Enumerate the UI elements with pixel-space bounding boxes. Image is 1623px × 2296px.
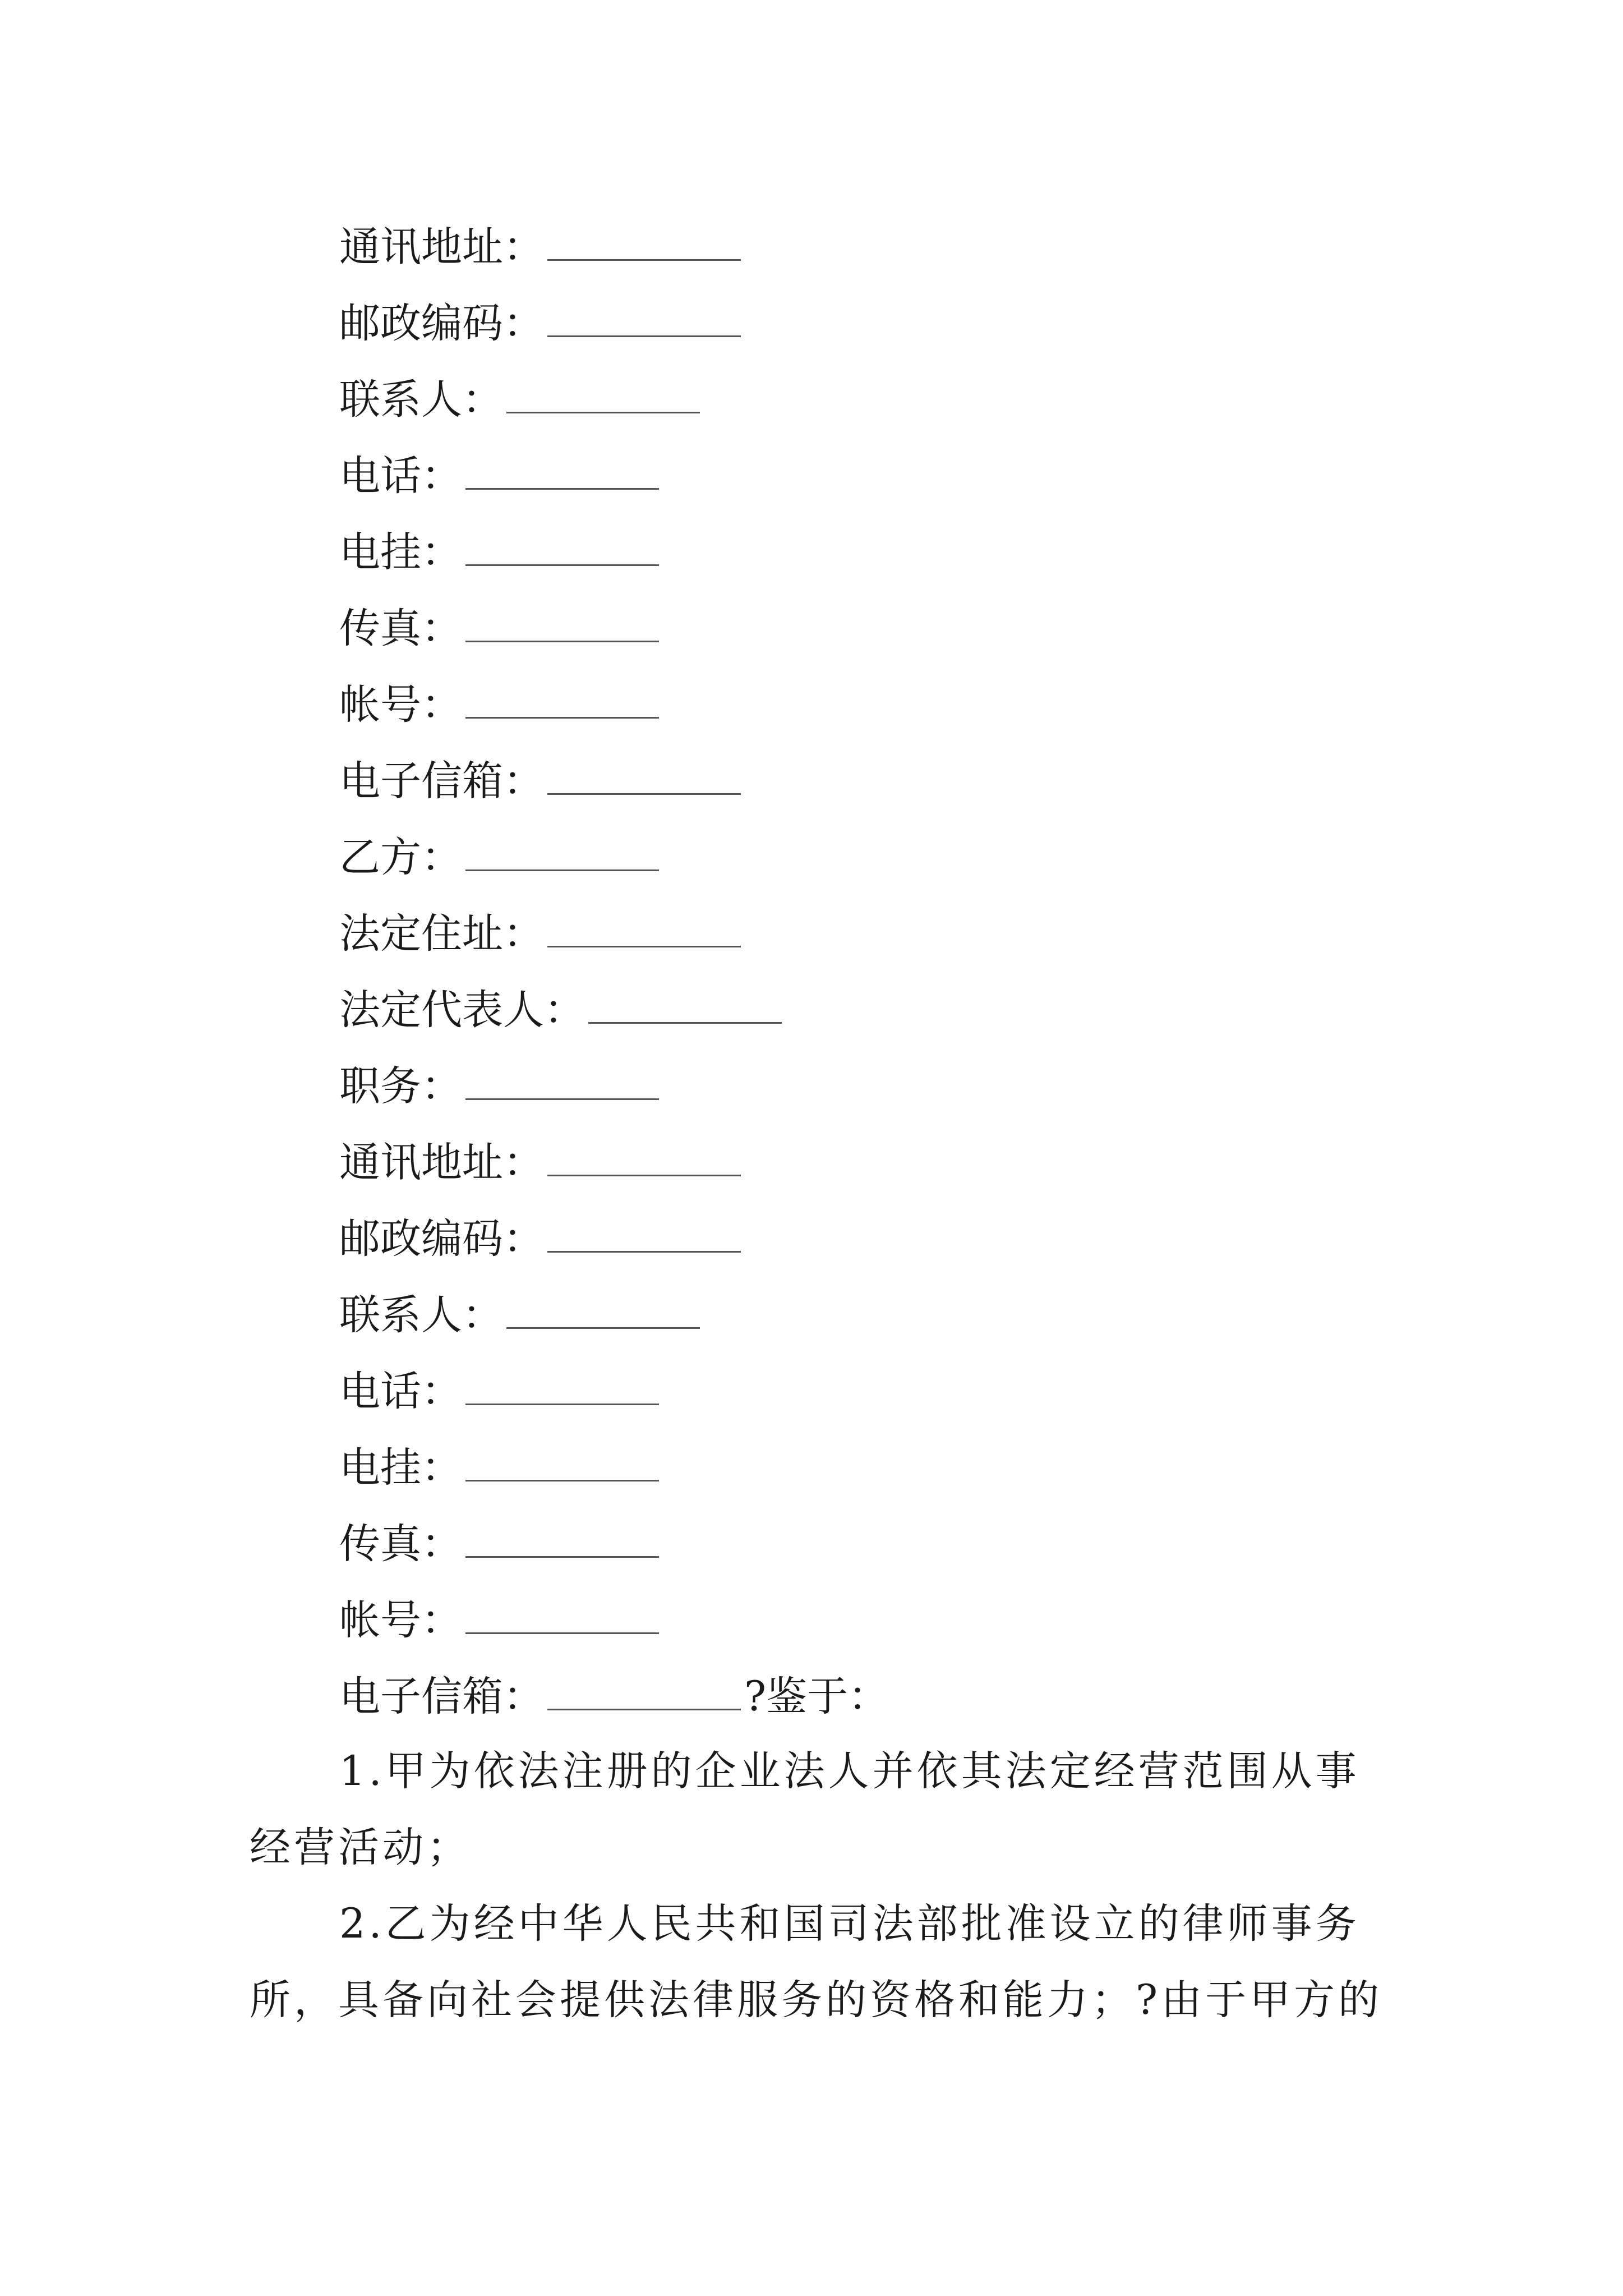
field-party-b: [339, 828, 659, 884]
field-label: 邮政编码：: [339, 300, 544, 347]
blank-line: [588, 981, 782, 1024]
field-label: 法定代表人：: [339, 986, 585, 1034]
field-mailing-address-1: [339, 218, 741, 274]
field-cable-2: [339, 1438, 659, 1494]
paragraph-1-line-2: 经营活动；: [250, 1824, 471, 1871]
field-label: 乙方：: [339, 834, 462, 881]
blank-line: [465, 523, 659, 566]
field-fax-2: [339, 1515, 659, 1571]
field-mailing-address-2: [339, 1133, 741, 1189]
blank-line: [547, 218, 741, 261]
field-position: [339, 1057, 659, 1113]
field-account-2: [339, 1591, 659, 1647]
field-label: 电话：: [339, 452, 462, 500]
field-label: 帐号：: [339, 681, 462, 729]
field-label: 电话：: [339, 1368, 462, 1415]
blank-line: [465, 1515, 659, 1558]
field-postal-code-2: [339, 1209, 741, 1266]
field-contact-1: [339, 370, 700, 426]
field-label: 法定住址：: [339, 910, 544, 958]
paragraph-2-line-2: 所，具备向社会提供法律服务的资格和能力；?由于甲方的: [250, 1976, 1383, 2024]
blank-line: [465, 1591, 659, 1634]
field-label: 传真：: [339, 605, 462, 652]
blank-line: [547, 904, 741, 947]
field-label: 通讯地址：: [339, 223, 544, 271]
field-label: 电子信箱：: [339, 1673, 544, 1720]
blank-line: [465, 1057, 659, 1100]
blank-line: [506, 1286, 700, 1329]
field-legal-representative: [339, 981, 782, 1037]
field-label: 邮政编码：: [339, 1215, 544, 1263]
field-label: 电挂：: [339, 1444, 462, 1492]
field-fax-1: [339, 599, 659, 655]
field-email-1: [339, 752, 741, 808]
field-label: 联系人：: [339, 376, 503, 424]
blank-line: [547, 752, 741, 795]
field-email-2: [339, 1667, 889, 1723]
field-phone-2: [339, 1362, 659, 1418]
blank-line: [465, 599, 659, 642]
field-suffix: ?鉴于：: [744, 1673, 889, 1720]
field-label: 电子信箱：: [339, 757, 544, 805]
field-label: 电挂：: [339, 528, 462, 576]
field-cable-1: [339, 523, 659, 579]
blank-line: [547, 1667, 741, 1710]
field-phone-1: [339, 447, 659, 503]
field-label: 联系人：: [339, 1291, 503, 1339]
blank-line: [465, 1438, 659, 1481]
blank-line: [547, 294, 741, 337]
field-contact-2: [339, 1286, 700, 1342]
field-label: 职务：: [339, 1062, 462, 1110]
blank-line: [465, 1362, 659, 1405]
field-label: 帐号：: [339, 1596, 462, 1644]
field-legal-address: [339, 904, 741, 960]
blank-line: [506, 370, 700, 413]
blank-line: [547, 1209, 741, 1253]
field-label: 传真：: [339, 1520, 462, 1568]
blank-line: [547, 1133, 741, 1176]
field-account-1: [339, 675, 659, 731]
paragraph-2-line-1: 2.乙为经中华人民共和国司法部批准设立的律师事务: [339, 1900, 1360, 1948]
field-label: 通讯地址：: [339, 1139, 544, 1186]
blank-line: [465, 828, 659, 871]
field-postal-code-1: [339, 294, 741, 350]
blank-line: [465, 447, 659, 490]
paragraph-1-line-1: 1.甲为依法注册的企业法人并依其法定经营范围从事: [339, 1747, 1360, 1795]
blank-line: [465, 675, 659, 719]
